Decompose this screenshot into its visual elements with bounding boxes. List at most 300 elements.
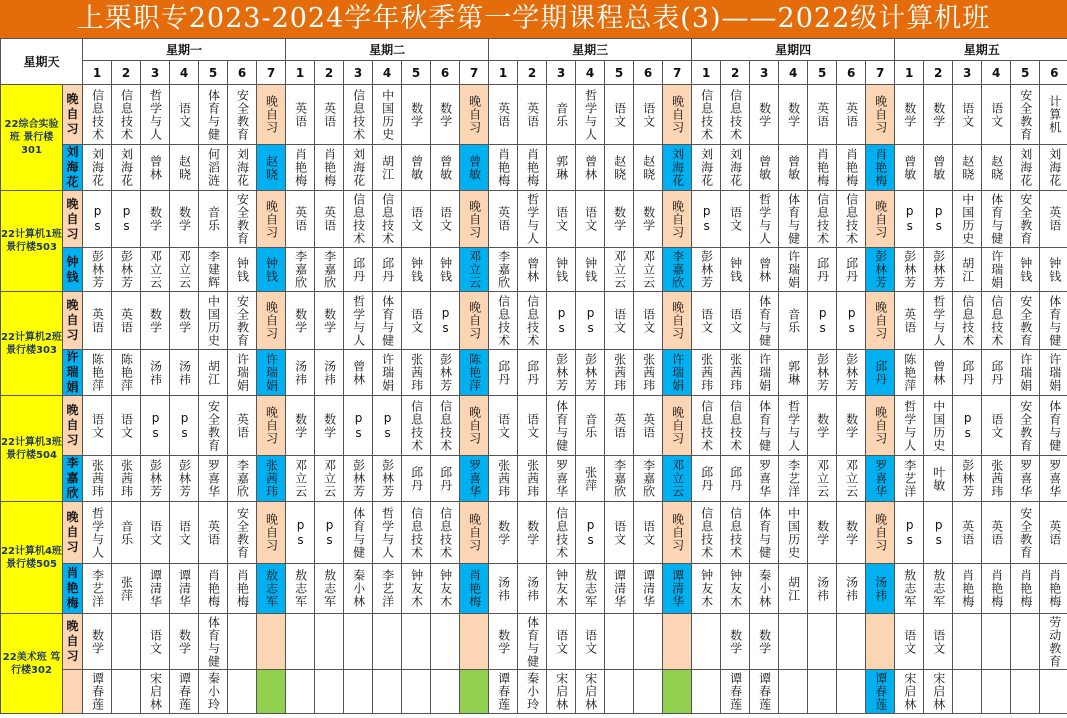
course-cell [953, 614, 982, 670]
course-cell: 安全教育 [228, 191, 257, 248]
head-teacher-tag [63, 670, 83, 714]
course-cell: 赵晓 [634, 145, 663, 191]
course-cell: 安全教育 [1011, 502, 1040, 564]
course-cell [460, 614, 489, 670]
course-cell [344, 614, 373, 670]
course-cell: 邓立云 [286, 456, 315, 502]
course-cell: 邓立云 [315, 456, 344, 502]
course-cell: 邓立云 [605, 248, 634, 292]
course-cell: 数学 [808, 502, 837, 564]
course-cell: 数学 [808, 396, 837, 456]
course-cell: 宋启林 [141, 670, 170, 714]
course-cell: 何滔涟 [199, 145, 228, 191]
course-cell: 英语 [315, 85, 344, 145]
course-cell: 语文 [547, 191, 576, 248]
period-number: 7 [460, 61, 489, 85]
course-cell: 敖志军 [895, 564, 924, 614]
course-cell [315, 614, 344, 670]
table-row [1, 614, 1067, 670]
course-cell: 曾林 [344, 350, 373, 396]
course-cell: 张茜玮 [692, 350, 721, 396]
course-cell: ps [431, 292, 460, 350]
course-cell: 彭林芳 [924, 248, 953, 292]
course-cell: 张茜玮 [257, 456, 286, 502]
class-label: 22计算机1班 景行楼503 [1, 191, 63, 292]
course-cell: 安全教育 [1011, 396, 1040, 456]
course-cell: 安全教育 [228, 502, 257, 564]
course-cell: 英语 [518, 85, 547, 145]
course-cell: 刘海花 [228, 145, 257, 191]
course-cell: 曾敏 [895, 145, 924, 191]
course-cell [837, 614, 866, 670]
course-cell: 刘海花 [1011, 145, 1040, 191]
course-cell: 许瑞娟 [663, 350, 692, 396]
course-cell: 信息技术 [692, 396, 721, 456]
course-cell: 胡江 [953, 248, 982, 292]
course-cell: 体育与健 [373, 292, 402, 350]
course-cell: 郭琳 [779, 350, 808, 396]
course-cell: 信息技术 [692, 502, 721, 564]
course-cell: 英语 [634, 396, 663, 456]
table-row [1, 350, 1067, 396]
course-cell: 哲学与人 [895, 396, 924, 456]
course-cell: 邓立云 [141, 248, 170, 292]
class-label: 22计算机4班 景行楼505 [1, 502, 63, 614]
course-cell: 英语 [83, 292, 112, 350]
course-cell [460, 670, 489, 714]
period-number: 2 [518, 61, 547, 85]
course-cell: ps [576, 502, 605, 564]
course-cell: 哲学与人 [344, 292, 373, 350]
period-number: 1 [489, 61, 518, 85]
course-cell: 哲学与人 [83, 502, 112, 564]
course-cell: 许瑞娟 [750, 350, 779, 396]
course-cell: 曾林 [141, 145, 170, 191]
course-cell: 数学 [170, 292, 199, 350]
period-number: 3 [141, 61, 170, 85]
course-cell: 英语 [953, 502, 982, 564]
course-cell: 邱丹 [837, 248, 866, 292]
course-cell: 语文 [692, 292, 721, 350]
course-cell: 晚自习 [866, 502, 895, 564]
course-cell: 汤祎 [315, 350, 344, 396]
course-cell: 英语 [489, 85, 518, 145]
course-cell: 彭林芳 [576, 350, 605, 396]
course-cell: 陈艳萍 [112, 350, 141, 396]
course-cell: 语文 [634, 292, 663, 350]
course-cell: 语文 [402, 292, 431, 350]
course-cell: 晚自习 [460, 191, 489, 248]
course-cell: 肖艳梅 [866, 145, 895, 191]
course-cell: 张茜玮 [982, 456, 1011, 502]
course-cell: 数学 [286, 292, 315, 350]
course-cell: 劳动教育 [1040, 614, 1067, 670]
course-cell: 邱丹 [953, 350, 982, 396]
course-cell: 彭林芳 [953, 456, 982, 502]
course-cell: 谭春莲 [170, 670, 199, 714]
course-cell: 哲学与人 [518, 191, 547, 248]
period-number: 4 [170, 61, 199, 85]
course-cell: 彭林芳 [141, 456, 170, 502]
course-cell [808, 670, 837, 714]
course-cell: 英语 [982, 502, 1011, 564]
course-cell: 英语 [489, 191, 518, 248]
course-cell: 数学 [83, 614, 112, 670]
table-row [1, 564, 1067, 614]
course-cell: 钟友木 [721, 564, 750, 614]
course-cell: 罗喜华 [866, 456, 895, 502]
course-cell: 秦小玲 [199, 670, 228, 714]
course-cell: 罗喜华 [547, 456, 576, 502]
course-cell: 李艺洋 [83, 564, 112, 614]
course-cell: 中国历史 [373, 85, 402, 145]
course-cell: 秦小玲 [518, 670, 547, 714]
course-cell [605, 614, 634, 670]
course-cell: 体育与健 [518, 614, 547, 670]
course-cell: 安全教育 [199, 396, 228, 456]
course-cell: 谭清华 [663, 564, 692, 614]
course-cell: 曾林 [518, 248, 547, 292]
course-cell: 谭春莲 [866, 670, 895, 714]
course-cell: 李嘉欣 [315, 248, 344, 292]
table-row [1, 191, 1067, 248]
class-label: 22计算机2班 景行楼303 [1, 292, 63, 396]
course-cell: 赵晓 [170, 145, 199, 191]
course-cell: 李嘉欣 [286, 248, 315, 292]
period-number: 4 [982, 61, 1011, 85]
course-cell: 晚自习 [866, 396, 895, 456]
course-cell: 赵晓 [605, 145, 634, 191]
course-cell: 数学 [141, 191, 170, 248]
course-cell: 英语 [1040, 502, 1067, 564]
course-cell: 钟钱 [1011, 248, 1040, 292]
course-cell: 彭林芳 [431, 350, 460, 396]
course-cell: 安全教育 [1011, 292, 1040, 350]
course-cell: 中国历史 [924, 396, 953, 456]
course-cell: 彭林芳 [170, 456, 199, 502]
course-cell: 信息技术 [344, 191, 373, 248]
course-cell: 语文 [112, 396, 141, 456]
course-cell: 肖艳梅 [460, 564, 489, 614]
course-cell: 计算机 [1040, 85, 1067, 145]
course-cell: 数学 [605, 191, 634, 248]
course-cell [228, 670, 257, 714]
course-cell: 曾敏 [460, 145, 489, 191]
course-cell: 许瑞娟 [982, 248, 1011, 292]
course-cell: 刘海花 [692, 145, 721, 191]
period-number: 1 [692, 61, 721, 85]
course-cell: 数学 [170, 191, 199, 248]
self-study-tag: 晚自习 [63, 191, 83, 248]
course-cell [605, 670, 634, 714]
course-cell: 信息技术 [402, 396, 431, 456]
self-study-tag: 晚自习 [63, 502, 83, 564]
course-cell: 英语 [837, 85, 866, 145]
course-cell: 信息技术 [982, 292, 1011, 350]
course-cell: 彭林芳 [112, 248, 141, 292]
course-cell: 音乐 [199, 191, 228, 248]
course-cell: 邓立云 [634, 248, 663, 292]
period-number: 4 [373, 61, 402, 85]
course-cell: 晚自习 [257, 85, 286, 145]
period-number: 2 [924, 61, 953, 85]
course-cell: 张茜玮 [112, 456, 141, 502]
course-cell: 数学 [837, 396, 866, 456]
course-cell: 语文 [721, 191, 750, 248]
course-cell: 英语 [315, 191, 344, 248]
course-cell: 肖艳梅 [199, 564, 228, 614]
course-cell: 语文 [895, 614, 924, 670]
period-number: 6 [634, 61, 663, 85]
course-cell: 刘海花 [83, 145, 112, 191]
period-number: 5 [1011, 61, 1040, 85]
course-cell: 宋启林 [895, 670, 924, 714]
head-teacher-tag: 李嘉欣 [63, 456, 83, 502]
course-cell: 李建辉 [199, 248, 228, 292]
course-cell: 张茜玮 [489, 456, 518, 502]
self-study-tag: 晚自习 [63, 292, 83, 350]
course-cell: ps [547, 292, 576, 350]
course-cell: 邓立云 [170, 248, 199, 292]
day-header: 星期五 [895, 39, 1067, 61]
course-cell: 汤祎 [808, 564, 837, 614]
course-cell [779, 614, 808, 670]
course-cell: ps [953, 396, 982, 456]
period-number: 6 [431, 61, 460, 85]
course-cell: 数学 [750, 614, 779, 670]
course-cell: 数学 [837, 502, 866, 564]
course-cell [663, 670, 692, 714]
course-cell [257, 670, 286, 714]
course-cell: 张萍 [112, 564, 141, 614]
course-cell: 肖艳梅 [1040, 564, 1067, 614]
course-cell: 李嘉欣 [605, 456, 634, 502]
course-cell: ps [692, 191, 721, 248]
course-cell [1011, 614, 1040, 670]
course-cell: 体育与健 [779, 191, 808, 248]
course-cell: 信息技术 [518, 292, 547, 350]
course-cell: 中国历史 [953, 191, 982, 248]
course-cell: 晚自习 [663, 191, 692, 248]
course-cell [286, 670, 315, 714]
course-cell: 敖志军 [286, 564, 315, 614]
course-cell: 体育与健 [982, 191, 1011, 248]
period-number: 7 [866, 61, 895, 85]
course-cell: 晚自习 [257, 396, 286, 456]
table-row [1, 292, 1067, 350]
course-cell: ps [315, 502, 344, 564]
course-cell: 邱丹 [402, 456, 431, 502]
course-cell: 英语 [199, 502, 228, 564]
course-cell: 胡江 [373, 145, 402, 191]
course-cell [431, 614, 460, 670]
course-cell: 音乐 [576, 396, 605, 456]
course-cell: 数学 [779, 85, 808, 145]
course-cell: 曾敏 [750, 145, 779, 191]
course-cell: 曾敏 [924, 145, 953, 191]
day-header: 星期一 [83, 39, 286, 61]
course-cell: 肖艳梅 [808, 145, 837, 191]
course-cell: 体育与健 [750, 502, 779, 564]
course-cell: 肖艳梅 [953, 564, 982, 614]
course-cell: 敖志军 [576, 564, 605, 614]
course-cell: 晚自习 [866, 85, 895, 145]
course-cell [315, 670, 344, 714]
course-cell: 晚自习 [257, 191, 286, 248]
course-cell: 汤祎 [866, 564, 895, 614]
course-cell: 曾敏 [402, 145, 431, 191]
head-teacher-tag: 肖艳梅 [63, 564, 83, 614]
course-cell: 语文 [170, 85, 199, 145]
course-cell: 体育与健 [344, 502, 373, 564]
course-cell: 信息技术 [721, 502, 750, 564]
day-header: 星期二 [286, 39, 489, 61]
table-row [1, 145, 1067, 191]
course-cell: ps [83, 191, 112, 248]
course-cell: 邓立云 [808, 456, 837, 502]
course-cell: 信息技术 [547, 502, 576, 564]
course-cell: ps [895, 502, 924, 564]
course-cell: 信息技术 [344, 85, 373, 145]
course-cell: ps [924, 502, 953, 564]
course-cell: 语文 [489, 396, 518, 456]
course-cell [692, 614, 721, 670]
course-cell: 李嘉欣 [228, 456, 257, 502]
course-cell: 敖志军 [924, 564, 953, 614]
course-cell [228, 614, 257, 670]
course-cell [866, 614, 895, 670]
period-number: 3 [953, 61, 982, 85]
course-cell: 许瑞娟 [373, 350, 402, 396]
course-cell: 李艺洋 [895, 456, 924, 502]
course-cell: 语文 [431, 191, 460, 248]
course-cell: 英语 [228, 396, 257, 456]
course-cell: ps [924, 191, 953, 248]
course-cell [779, 670, 808, 714]
course-cell: 英语 [286, 85, 315, 145]
course-cell: 哲学与人 [576, 85, 605, 145]
course-cell: 谭清华 [170, 564, 199, 614]
course-cell: 邱丹 [431, 456, 460, 502]
course-cell: 钟钱 [402, 248, 431, 292]
course-cell: 秦小林 [750, 564, 779, 614]
corner-label: 星期天 [1, 39, 83, 85]
course-cell: 体育与健 [547, 396, 576, 456]
course-cell: 彭林芳 [692, 248, 721, 292]
course-cell: 刘海花 [344, 145, 373, 191]
course-cell: 许瑞娟 [1040, 350, 1067, 396]
course-cell: 语文 [721, 292, 750, 350]
table-row [1, 85, 1067, 145]
course-cell: 秦小林 [344, 564, 373, 614]
period-number: 7 [257, 61, 286, 85]
course-cell: 张茜玮 [518, 456, 547, 502]
course-cell [634, 614, 663, 670]
course-cell: 胡江 [779, 564, 808, 614]
course-cell: 钟钱 [1040, 248, 1067, 292]
course-cell: 刘海花 [663, 145, 692, 191]
table-row [1, 456, 1067, 502]
course-cell: 赵晓 [982, 145, 1011, 191]
course-cell: 汤祎 [141, 350, 170, 396]
course-cell: 数学 [489, 614, 518, 670]
course-cell: 英语 [112, 292, 141, 350]
course-cell: 数学 [518, 502, 547, 564]
course-cell: 英语 [605, 396, 634, 456]
course-cell: 钟钱 [257, 248, 286, 292]
course-cell: 谭春莲 [83, 670, 112, 714]
course-cell: 晚自习 [663, 396, 692, 456]
course-cell: 信息技术 [692, 85, 721, 145]
course-cell [982, 614, 1011, 670]
course-cell: 语文 [634, 502, 663, 564]
course-cell: 罗喜华 [199, 456, 228, 502]
head-teacher-tag: 刘海花 [63, 145, 83, 191]
course-cell: 信息技术 [837, 191, 866, 248]
course-cell: 数学 [895, 85, 924, 145]
course-cell: 彭林芳 [344, 456, 373, 502]
table-row [1, 502, 1067, 564]
table-row [1, 248, 1067, 292]
course-cell: 信息技术 [721, 396, 750, 456]
course-cell: 晚自习 [460, 502, 489, 564]
course-cell: 数学 [402, 85, 431, 145]
course-cell: 语文 [605, 292, 634, 350]
course-cell: 语文 [924, 614, 953, 670]
course-cell: ps [373, 396, 402, 456]
course-cell: 安全教育 [1011, 191, 1040, 248]
course-cell: 彭林芳 [895, 248, 924, 292]
course-cell: 张茜玮 [83, 456, 112, 502]
course-cell: 邓立云 [460, 248, 489, 292]
course-cell: 钟友木 [547, 564, 576, 614]
course-cell: 邱丹 [982, 350, 1011, 396]
course-cell: 赵晓 [953, 145, 982, 191]
course-cell: 语文 [170, 502, 199, 564]
course-cell: 信息技术 [112, 85, 141, 145]
course-cell [112, 614, 141, 670]
course-cell [286, 614, 315, 670]
period-number: 2 [721, 61, 750, 85]
course-cell: 数学 [924, 85, 953, 145]
course-cell [431, 670, 460, 714]
course-cell: 张茜玮 [634, 350, 663, 396]
course-cell: 晚自习 [663, 502, 692, 564]
course-cell: 谭清华 [605, 564, 634, 614]
period-number: 7 [663, 61, 692, 85]
course-cell: 中国历史 [779, 502, 808, 564]
course-cell: 语文 [141, 614, 170, 670]
course-cell: 信息技术 [953, 292, 982, 350]
course-cell: 刘海花 [1040, 145, 1067, 191]
course-cell: 曾敏 [431, 145, 460, 191]
course-cell: ps [286, 502, 315, 564]
course-cell: 肖艳梅 [982, 564, 1011, 614]
course-cell: 谭春莲 [489, 670, 518, 714]
course-cell: 语文 [576, 191, 605, 248]
course-cell: 钟友木 [431, 564, 460, 614]
course-cell [373, 614, 402, 670]
course-cell: 宋启林 [924, 670, 953, 714]
course-cell [257, 614, 286, 670]
course-cell: 晚自习 [257, 292, 286, 350]
course-cell: 敖志军 [257, 564, 286, 614]
course-cell: 赵晓 [257, 145, 286, 191]
course-cell: 语文 [518, 396, 547, 456]
course-cell: 哲学与人 [373, 502, 402, 564]
course-cell: 许瑞娟 [1011, 350, 1040, 396]
course-cell: 谭清华 [141, 564, 170, 614]
